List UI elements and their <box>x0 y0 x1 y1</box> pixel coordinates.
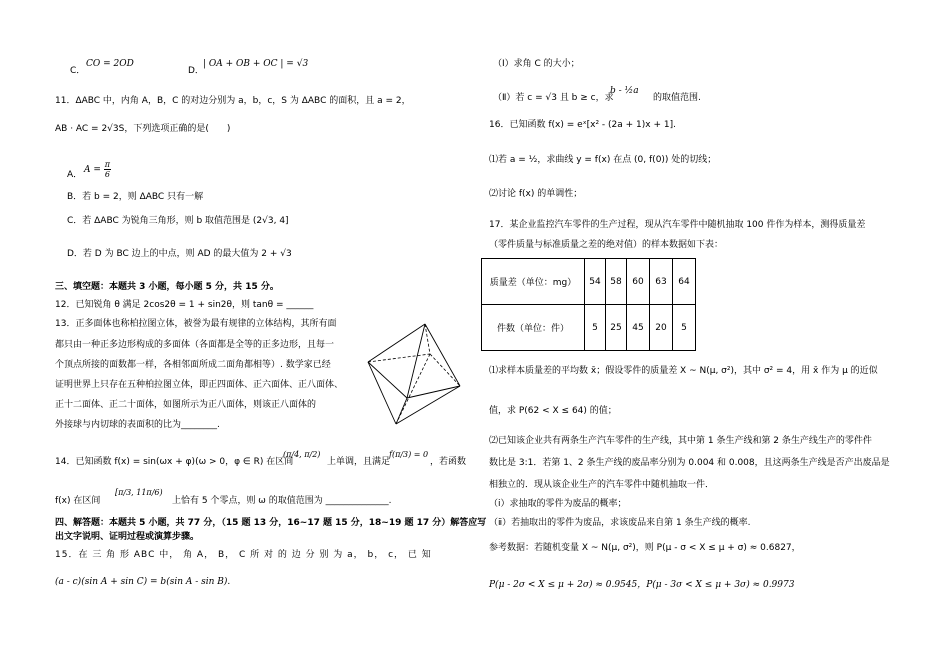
octa-edge <box>368 362 407 398</box>
q14-line2a: f(x) 在区间 <box>55 496 101 506</box>
section-3-header: 三、填空题：本题共 3 小题，每小题 5 分，共 15 分。 <box>55 282 279 292</box>
q11-option-a-lhs: A = <box>84 165 101 175</box>
q17-part1-line2: 值，求 P(62 < X ≤ 64) 的值； <box>489 406 617 416</box>
section-4-header-line1: 四、解答题：本题共 5 小题，共 77 分，（15 题 13 分，16~17 题 15 分，18~19 题 17 分）解答应写 <box>55 518 487 528</box>
table-row <box>482 259 696 305</box>
q13-line1: 13．正多面体也称柏拉图立体，被誉为最有规律的立体结构，其所有面 <box>55 319 337 329</box>
octa-hidden-edge <box>368 354 430 362</box>
octa-edge <box>407 386 460 398</box>
q14-line2b: 上恰有 5 个零点，则 ω 的取值范围为 ______________. <box>172 496 392 506</box>
reference-data-line2: P(μ - 2σ < X ≤ μ + 2σ) ≈ 0.9545，P(μ - 3σ < X ≤ μ + 3σ) ≈ 0.9973 <box>489 580 795 590</box>
q11-option-a-label: A． <box>67 170 83 180</box>
q11-option-a-expr <box>84 160 111 179</box>
table-cell: 58 <box>606 259 627 305</box>
q17-part2-ii: （ⅱ）若抽取出的零件为废品，求该废品来自第 1 条生产线的概率. <box>489 518 751 528</box>
octa-edge <box>407 324 425 398</box>
q11-option-a-frac <box>104 160 111 179</box>
q11-option-a-num: π <box>104 160 111 169</box>
table-row-header: 件数（单位：件） <box>482 305 585 351</box>
q13-line5: 正十二面体、正二十面体，如图所示为正八面体，则该正八面体的 <box>55 400 317 410</box>
q14-line1a: 14．已知函数 f(x) = sin(ωx + φ)(ω > 0，φ ∈ R) 在区间 <box>55 457 294 467</box>
reference-data-line1: 参考数据：若随机变量 X ~ N(μ, σ²)，则 P(μ - σ < X ≤ μ + σ) ≈ 0.6827， <box>489 543 801 553</box>
q15-part2-b: 的取值范围. <box>653 93 701 103</box>
q14-line1b: 上单调，且满足 <box>327 457 391 467</box>
q13-line4: 证明世界上只存在五种柏拉图立体，即正四面体、正六面体、正八面体、 <box>55 380 344 390</box>
q14-line1c: ，若函数 <box>430 457 467 467</box>
q15-part2-expr: b - ½a <box>610 86 639 96</box>
section-4-header-line2: 出文字说明、证明过程或演算步骤。 <box>55 532 200 542</box>
octa-edge <box>396 398 407 424</box>
table-cell: 25 <box>606 305 627 351</box>
table-cell: 54 <box>585 259 606 305</box>
q10-option-d-label: D． <box>188 66 204 76</box>
table-cell: 60 <box>627 259 650 305</box>
q16-stem: 16．已知函数 f(x) = eˣ[x² - (2a + 1)x + 1]. <box>489 120 676 130</box>
q11-option-b: B．若 b = 2，则 ΔABC 只有一解 <box>67 192 204 202</box>
q11-option-d: D．若 D 为 BC 边上的中点，则 AD 的最大值为 2 + √3 <box>67 249 292 259</box>
table-cell: 45 <box>627 305 650 351</box>
q17-stem-line1: 17．某企业监控汽车零件的生产过程，现从汽车零件中随机抽取 100 件作为样本，测得质量差 <box>489 220 866 230</box>
q17-part2-line2: 数比是 3:1．若第 1、2 条生产线的废品率分别为 0.004 和 0.008，且这两条生产线是否产出废品是 <box>489 458 890 468</box>
octa-edge <box>368 362 396 424</box>
q10-option-d-expr: | OA + OB + OC | = √3 <box>203 59 309 69</box>
table-cell: 20 <box>650 305 673 351</box>
q17-part2-i: （ⅰ）求抽取的零件为废品的概率； <box>489 499 627 509</box>
octahedron-figure <box>350 320 470 430</box>
q10-option-c-label: C． <box>70 66 86 76</box>
q14-interval2: [π/3, 11π/6) <box>115 488 163 497</box>
q12: 12．已知锐角 θ 满足 2cos2θ = 1 + sin2θ，则 tanθ = ______ <box>55 300 314 310</box>
q16-part2: ⑵讨论 f(x) 的单调性； <box>489 189 583 199</box>
q14-interval1: (π/4, π/2) <box>283 450 321 459</box>
q17-part2-line3: 相独立的．现从该企业生产的汽车零件中随机抽取一件． <box>489 480 715 490</box>
table-row <box>482 305 696 351</box>
q17-stem-line2: （零件质量与标准质量之差的绝对值）的样本数据如下表： <box>489 240 724 250</box>
q16-part1: ⑴若 a = ½，求曲线 y = f(x) 在点 (0, f(0)) 处的切线； <box>489 155 717 165</box>
q11-option-a-den: 6 <box>104 170 110 179</box>
q13-line3: 个顶点所接的面数都一样，各相邻面所成二面角都相等）. 数学家已经 <box>55 360 331 370</box>
octa-edge <box>368 324 425 362</box>
table-cell: 63 <box>650 259 673 305</box>
q13-line2: 都只由一种正多边形构成的多面体（各面都是全等的正多边形，且每一 <box>55 340 335 350</box>
q11-stem-line1: 11．ΔABC 中，内角 A，B，C 的对边分别为 a，b，c，S 为 ΔABC 的面积，且 a = 2， <box>55 96 411 106</box>
q15-part2-a: （Ⅱ）若 c = √3 且 b ≥ c，求 <box>493 93 614 103</box>
q10-option-c-expr: CO = 2OD <box>86 59 134 69</box>
table-cell: 64 <box>673 259 696 305</box>
octa-edge <box>425 324 460 386</box>
q15-stem-line1: 15．在 三 角 形 ABC 中， 角 A， B， C 所 对 的 边 分 别 为 a， b， c， 已 知 <box>55 550 432 560</box>
table-cell: 5 <box>673 305 696 351</box>
q13-line6: 外接球与内切球的表面积的比为________. <box>55 420 220 430</box>
q14-condition: f(π/3) = 0 <box>389 450 429 459</box>
q17-part1-line1: ⑴求样本质量差的平均数 x̄；假设零件的质量差 X ~ N(μ, σ²)，其中 σ² = 4，用 x̄ 作为 μ 的近似 <box>489 366 878 376</box>
q11-option-c: C．若 ΔABC 为锐角三角形，则 b 取值范围是 (2√3, 4] <box>67 216 289 226</box>
q17-data-table <box>481 258 696 351</box>
q15-stem-line2: (a - c)(sin A + sin C) = b(sin A - sin B). <box>55 577 231 587</box>
table-cell: 5 <box>585 305 606 351</box>
q11-stem-line2: AB · AC = 2√3S，下列选项正确的是( ) <box>55 124 231 134</box>
q15-part1: （Ⅰ）求角 C 的大小； <box>493 59 580 69</box>
table-row-header: 质量差（单位：mg） <box>482 259 585 305</box>
q17-part2-line1: ⑵已知该企业共有两条生产汽车零件的生产线，其中第 1 条生产线和第 2 条生产线生产的零件件 <box>489 436 872 446</box>
